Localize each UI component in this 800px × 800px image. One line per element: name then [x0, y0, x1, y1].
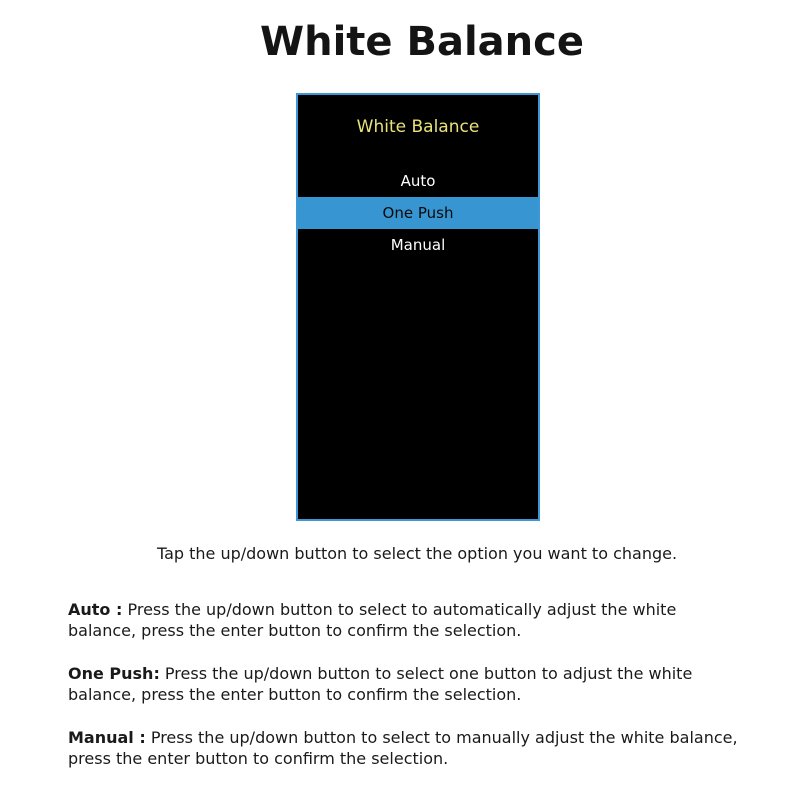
osd-item-one-push[interactable]: One Push: [298, 197, 538, 229]
description-auto-text: Press the up/down button to select to automatically adjust the white balance, press the enter button to confirm the selection.: [68, 600, 677, 640]
osd-item-manual[interactable]: Manual: [390, 236, 446, 254]
description-one-push-term: One Push:: [68, 664, 160, 683]
instruction-text: Tap the up/down button to select the option you want to change.: [156, 544, 678, 563]
description-auto: [68, 599, 748, 641]
osd-menu-screen: [296, 93, 540, 521]
description-auto-term: Auto :: [68, 600, 123, 619]
description-manual: [68, 727, 748, 769]
description-manual-text: Press the up/down button to select to manually adjust the white balance, press the enter button to confirm the selection.: [68, 728, 738, 768]
description-one-push-text: Press the up/down button to select one button to adjust the white balance, press the enter button to confirm the selection.: [68, 664, 693, 704]
osd-menu-title: White Balance: [356, 117, 480, 137]
page-title: White Balance: [260, 19, 584, 65]
description-manual-term: Manual :: [68, 728, 146, 747]
description-one-push: [68, 663, 748, 705]
osd-item-auto[interactable]: Auto: [400, 172, 436, 190]
osd-menu-list: [298, 165, 538, 261]
